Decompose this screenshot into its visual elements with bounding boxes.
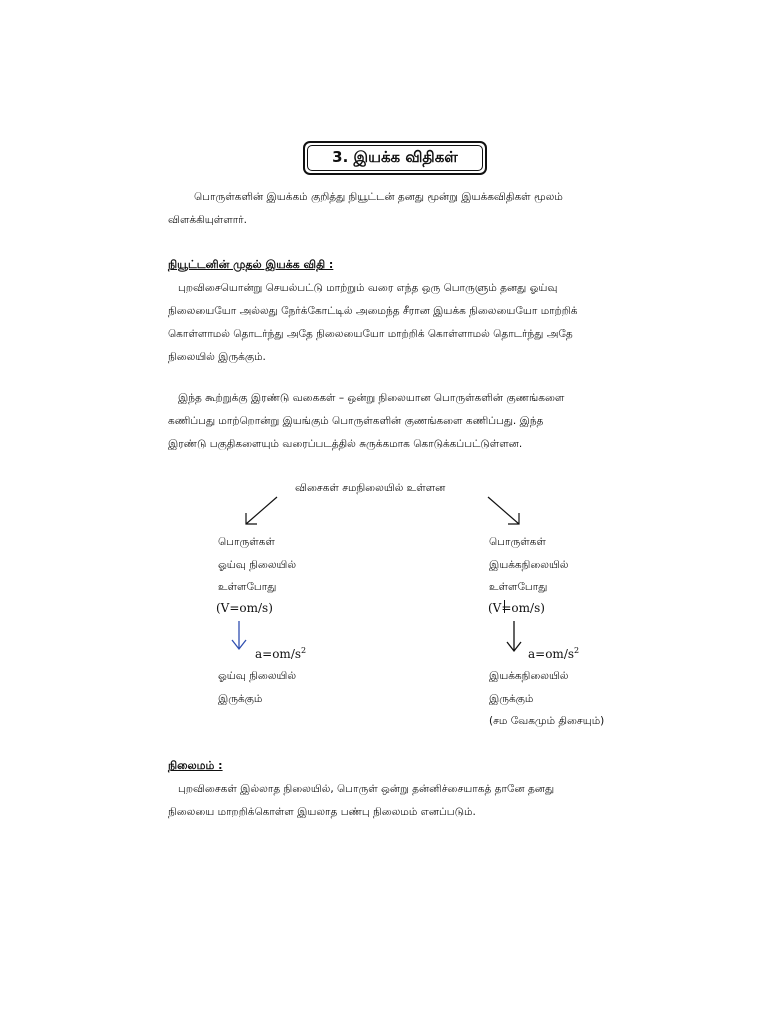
title-box xyxy=(303,141,487,175)
arrow-down-right-icon xyxy=(488,497,519,524)
left-acceleration-base: a=om/s xyxy=(255,647,302,661)
right-acceleration-exponent: 2 xyxy=(574,646,580,655)
right-velocity xyxy=(488,601,545,615)
not-equal-sign xyxy=(501,601,511,615)
left-acceleration-exponent: 2 xyxy=(301,646,307,655)
diagram-top-label: விசைகள் சமநிலையில் உள்ளன xyxy=(295,482,446,494)
inertia-paragraph xyxy=(168,778,630,824)
right-velocity-eq: = xyxy=(501,601,512,615)
arrow-down-left-icon xyxy=(246,497,277,524)
intro-paragraph xyxy=(168,186,630,232)
right-line-3: உள்ளபோது xyxy=(489,581,548,593)
right-line-2: இயக்கநிலையில் xyxy=(489,559,569,571)
first-law-line: நிலையில் இருக்கும். xyxy=(168,351,266,363)
arrow-down-blue-icon xyxy=(232,621,246,649)
left-line-3: உள்ளபோது xyxy=(218,581,277,593)
first-law-paragraph xyxy=(168,277,630,369)
left-velocity: (V=om/s) xyxy=(216,601,273,615)
arrow-down-black-icon xyxy=(507,621,521,651)
right-acceleration-base: a=om/s xyxy=(528,647,575,661)
first-law-line: கொள்ளாமல் தொடர்ந்து அதே நிலையையோ மாற்றிக் கொள்ளாமல் தொடர்ந்து அதே xyxy=(168,328,573,340)
page-title: 3. இயக்க விதிகள் xyxy=(307,145,483,171)
explanation-paragraph xyxy=(168,387,630,456)
intro-text: பொருள்களின் இயக்கம் குறித்து நியூட்டன் தனது மூன்று இயக்கவிதிகள் மூலம் விளக்கியுள்ளார். xyxy=(168,191,563,226)
left-result-1: ஓய்வு நிலையில் xyxy=(218,670,297,682)
explanation-line: இரண்டு பகுதிகளையும் வரைப்படத்தில் சுருக்கமாக கொடுக்கப்பட்டுள்ளன. xyxy=(168,438,523,450)
inertia-line: நிலையை மாறறிக்கொள்ள இயலாத பண்பு நிலைமம் எனப்படும். xyxy=(168,806,476,818)
right-velocity-open: (V xyxy=(488,601,502,615)
first-law-line: நிலையையோ அல்லது நேர்க்கோட்டில் அமைந்த சீரான இயக்க நிலையையோ மாற்றிக் xyxy=(168,305,578,317)
right-result-1: இயக்கநிலையில் xyxy=(489,670,569,682)
explanation-line: இந்த கூற்றுக்கு இரண்டு வகைகள் – ஒன்று நிலையான பொருள்களின் குணங்களை xyxy=(178,392,565,404)
left-line-2: ஓய்வு நிலையில் xyxy=(218,559,297,571)
inertia-heading: நிலைமம் : xyxy=(168,759,223,772)
left-result-2: இருக்கும் xyxy=(218,693,263,705)
left-line-1: பொருள்கள் xyxy=(218,536,275,548)
right-result-2: இருக்கும் xyxy=(489,693,534,705)
right-result-3: (சம வேகமும் திசையும்) xyxy=(489,715,605,727)
inertia-line: புறவிசைகள் இல்லாத நிலையில், பொருள் ஒன்று தன்னிச்சையாகத் தானே தனது xyxy=(178,783,555,795)
first-law-heading: நியூட்டனின் முதல் இயக்க விதி : xyxy=(168,258,334,271)
explanation-line: கணிப்பது மாற்றொன்று இயங்கும் பொருள்களின் குணங்களை கணிப்பது. இந்த xyxy=(168,415,544,427)
left-acceleration xyxy=(255,646,306,661)
right-line-1: பொருள்கள் xyxy=(489,536,546,548)
first-law-line: புறவிசையொன்று செயல்பட்டு மாற்றும் வரை எந்த ஒரு பொருளும் தனது ஓய்வு xyxy=(178,282,558,294)
right-acceleration xyxy=(528,646,579,661)
right-velocity-close: om/s) xyxy=(511,601,545,615)
